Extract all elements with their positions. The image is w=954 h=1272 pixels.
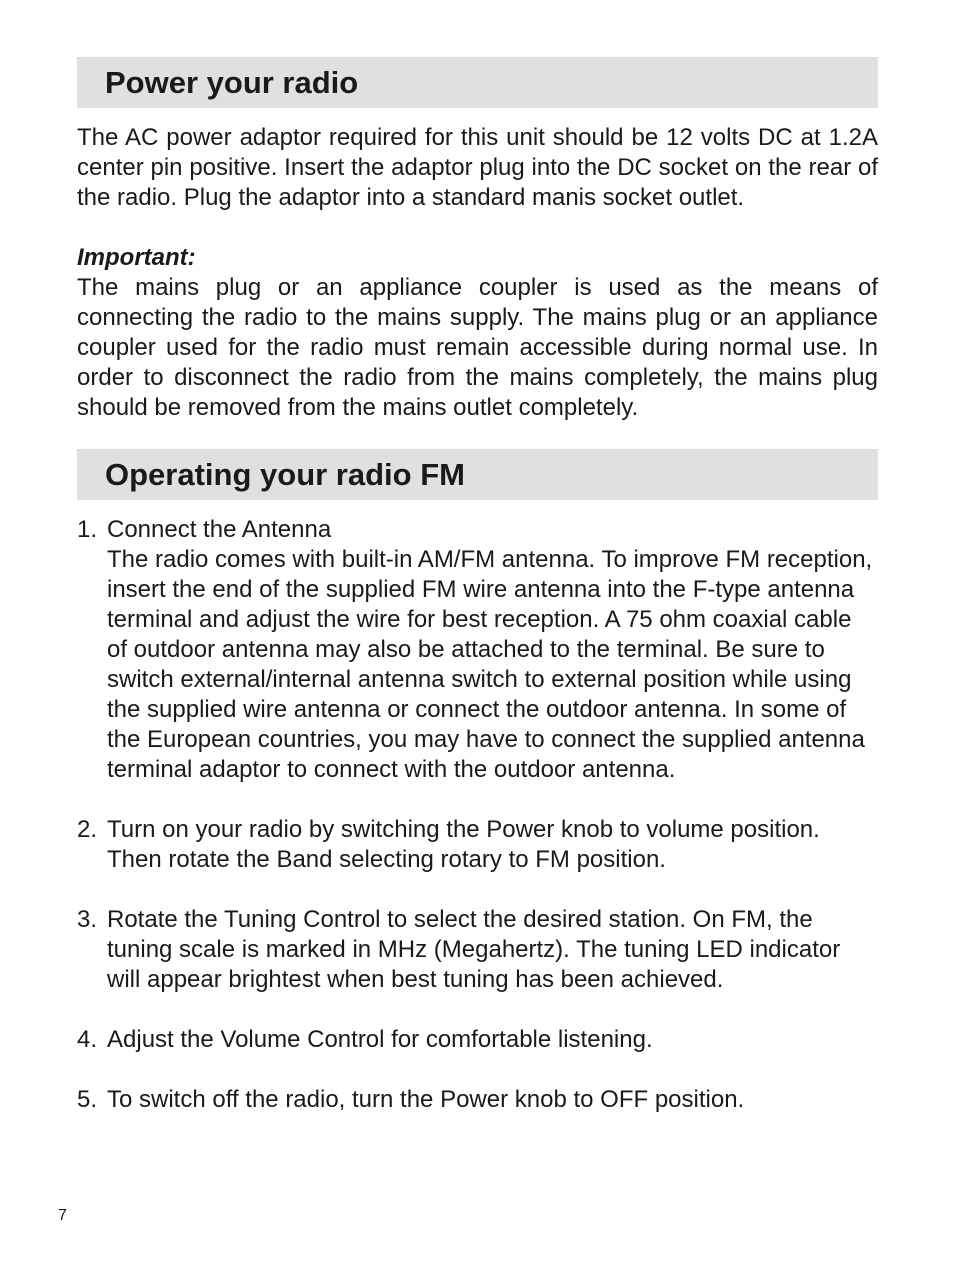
step-text: Adjust the Volume Control for comfortable listening. — [107, 1026, 653, 1053]
important-paragraph: The mains plug or an appliance coupler is used as the means of connecting the radio to the mains supply. The mains plug or an appliance coupler used for the radio must remain accessible during normal use. In order to disconnect the radio from the mains completely, the mains plug should be removed from the mains outlet completely. — [77, 274, 878, 421]
step-number: 3. — [77, 906, 98, 933]
manual-page — [77, 57, 878, 1115]
section-title-power: Power your radio — [77, 57, 878, 108]
step-number: 4. — [77, 1026, 98, 1053]
important-label: Important: — [77, 244, 196, 271]
step-item — [77, 1025, 878, 1055]
step-item — [77, 1085, 878, 1115]
operating-steps-list — [77, 515, 878, 1115]
step-text: To switch off the radio, turn the Power knob to OFF position. — [107, 1086, 745, 1113]
step-number: 2. — [77, 816, 98, 843]
step-item — [77, 905, 878, 995]
step-number: 5. — [77, 1086, 98, 1113]
step-text: Turn on your radio by switching the Power knob to volume position. Then rotate the Band selecting rotary to FM position. — [107, 816, 820, 873]
section-title-operating: Operating your radio FM — [77, 449, 878, 500]
step-item — [77, 515, 878, 785]
step-text: The radio comes with built-in AM/FM antenna. To improve FM reception, insert the end of the supplied FM wire antenna into the F-type antenna terminal and adjust the wire for best reception. A 75 ohm coaxial cable of outdoor antenna may also be attached to the terminal. Be sure to switch external/internal antenna switch to external position while using the supplied wire antenna or connect the outdoor antenna. In some of the European countries, you may have to connect the supplied antenna terminal adaptor to connect with the outdoor antenna. — [107, 546, 873, 783]
power-paragraph: The AC power adaptor required for this unit should be 12 volts DC at 1.2A center pin positive. Insert the adaptor plug into the DC socket on the rear of the radio. Plug the adaptor into a standard manis socket outlet. — [77, 124, 878, 211]
page-number: 7 — [58, 1207, 67, 1224]
step-text: Rotate the Tuning Control to select the desired station. On FM, the tuning scale is marked in MHz (Megahertz). The tuning LED indicator will appear brightest when best tuning has been achieved. — [107, 906, 841, 993]
step-item — [77, 815, 878, 875]
step-title: Connect the Antenna — [107, 516, 332, 543]
step-number: 1. — [77, 516, 98, 543]
